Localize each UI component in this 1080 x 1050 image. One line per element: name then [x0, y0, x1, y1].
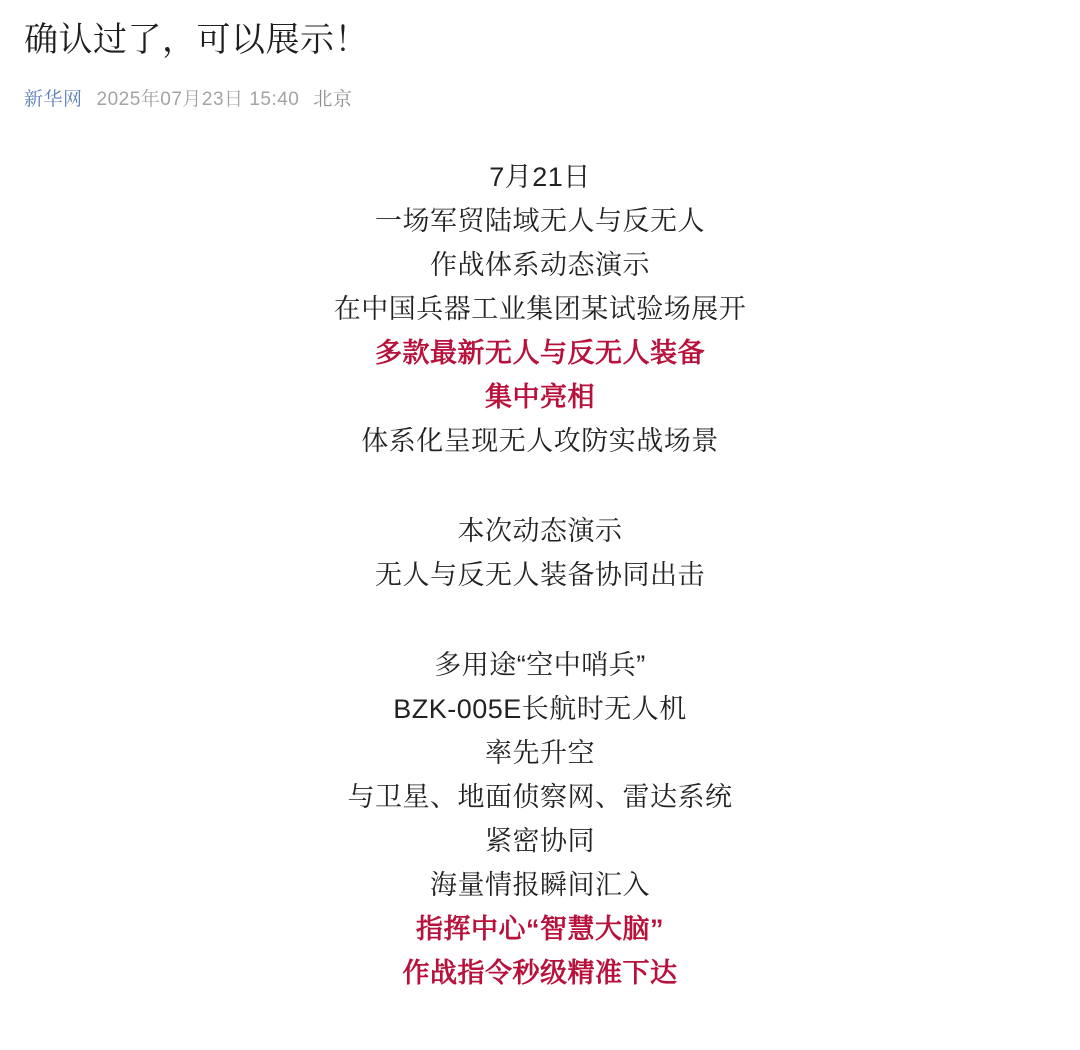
paragraph-line: 紧密协同: [485, 825, 595, 856]
article-body: [0, 155, 1080, 995]
article-meta: [24, 84, 1056, 111]
paragraph-block: [40, 155, 1040, 463]
paragraph-line: 一场军贸陆域无人与反无人: [375, 205, 705, 236]
paragraph-line-highlight: 多款最新无人与反无人装备: [375, 337, 705, 368]
paragraph-line-highlight: 指挥中心“智慧大脑”: [416, 913, 664, 944]
paragraph-block: [40, 509, 1040, 597]
article-publish-date: 2025年07月23日 15:40: [96, 88, 300, 110]
paragraph-line: BZK-005E长航时无人机: [393, 693, 687, 724]
paragraph-line: 无人与反无人装备协同出击: [375, 559, 705, 590]
paragraph-line: 在中国兵器工业集团某试验场展开: [333, 293, 747, 324]
paragraph-line-highlight: 集中亮相: [485, 381, 595, 412]
page-title: 确认过了，可以展示！: [24, 21, 369, 59]
paragraph-line-highlight: 作战指令秒级精准下达: [402, 957, 678, 988]
paragraph-line: 海量情报瞬间汇入: [430, 869, 650, 900]
paragraph-line: 7月21日: [489, 161, 591, 192]
article-header: [0, 0, 1080, 111]
paragraph-spacer: [40, 597, 1040, 643]
paragraph-line: 与卫星、地面侦察网、雷达系统: [347, 781, 733, 812]
paragraph-line: 率先升空: [485, 737, 595, 768]
paragraph-block: [40, 643, 1040, 995]
paragraph-line: 多用途“空中哨兵”: [434, 649, 646, 680]
article-location: 北京: [313, 88, 353, 110]
article-source-link[interactable]: 新华网: [24, 88, 83, 110]
paragraph-line: 体系化呈现无人攻防实战场景: [361, 425, 719, 456]
paragraph-spacer: [40, 463, 1040, 509]
paragraph-line: 本次动态演示: [457, 515, 623, 546]
paragraph-line: 作战体系动态演示: [430, 249, 650, 280]
